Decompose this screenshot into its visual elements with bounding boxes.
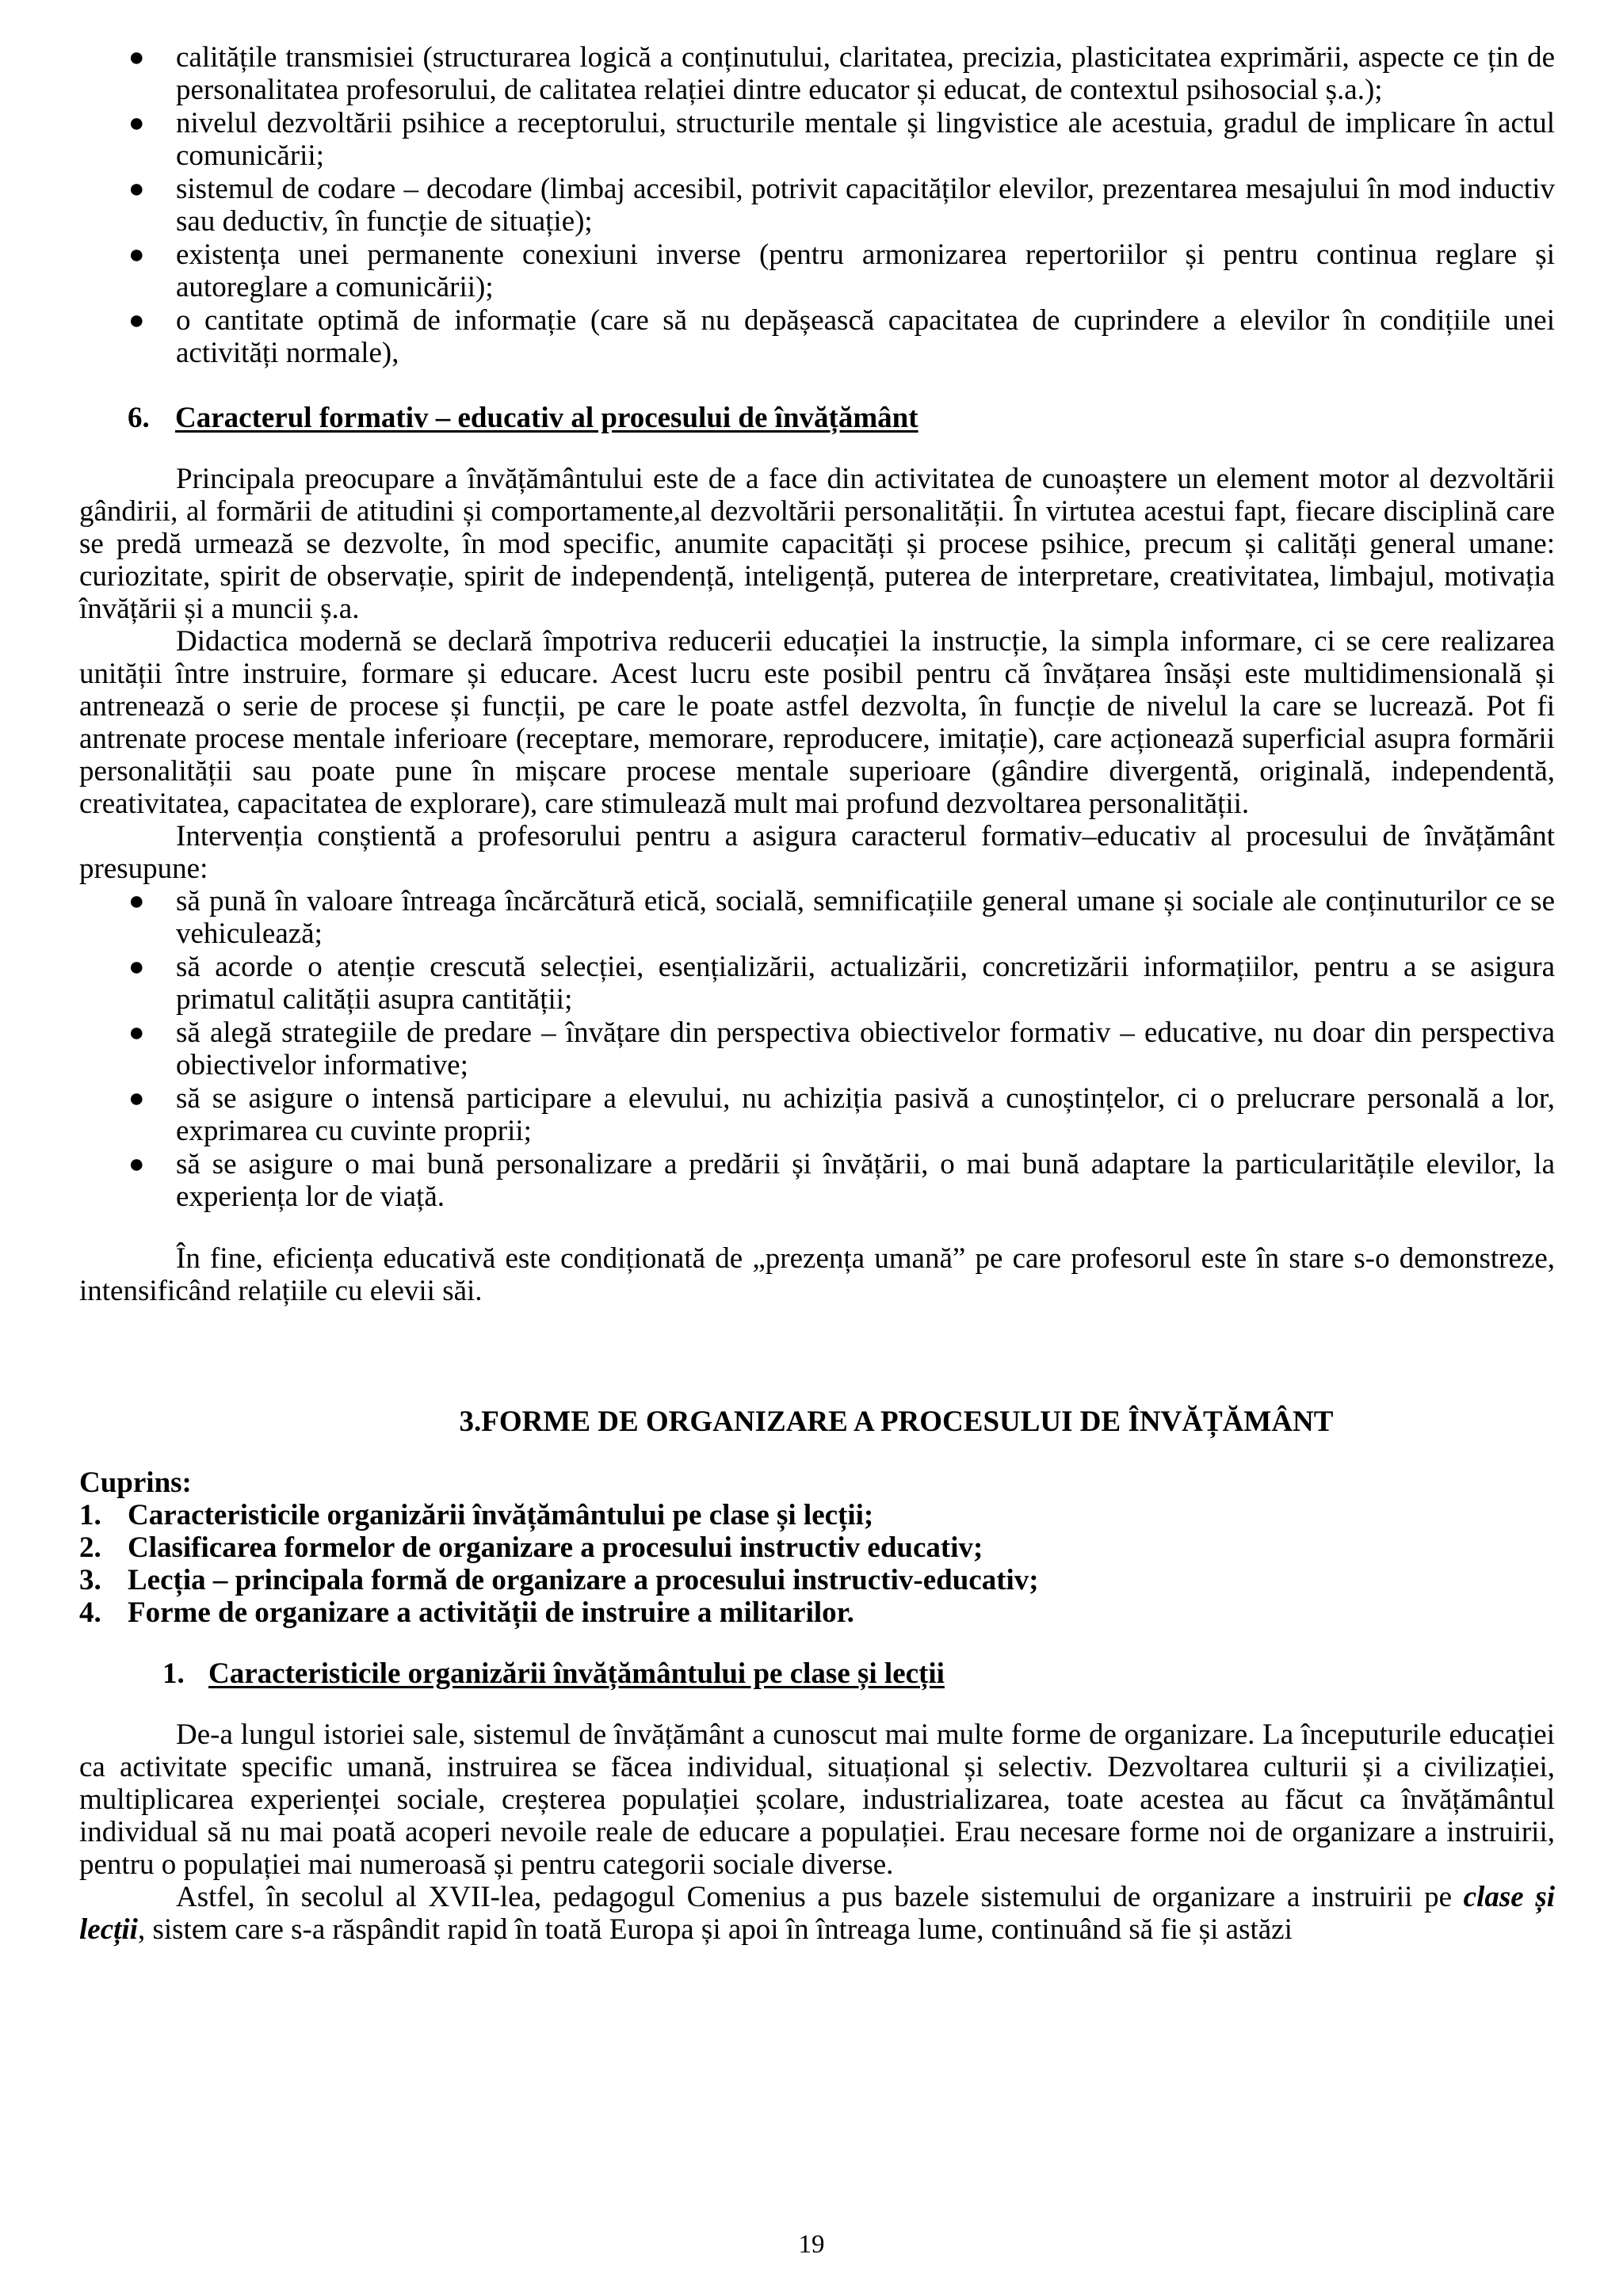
paragraph: Didactica modernă se declară împotriva reducerii educației la instrucție, la simpla informare, ci se cere realizarea unității între instruire, formare și educare. Acest lucru este posibil pentru că învățarea însăși este multidimensională și antrenează o serie de procese și funcții, pe care le poate astfel dezvolta, în funcție de nivelul la care se lucrează. Pot fi antrenate procese mentale inferioare (receptare, memorare, reproducere, imitație), care acționează superficial asupra formării personalității sau poate pune în mișcare procese mentale superioare (gândire divergentă, originală, independentă, creativitatea, capacitatea de explorare), care stimulează mult mai profund dezvoltarea personalității. <box>79 625 1555 820</box>
section-heading-6 <box>79 402 1555 434</box>
list-item: ● să alegă strategiile de predare – învățare din perspectiva obiectivelor formativ – educative, nu doar din perspectiva obiectivelor informative; <box>128 1016 1555 1081</box>
list-item: ● nivelul dezvoltării psihice a receptorului, structurile mentale și lingvistice ale acestuia, gradul de implicare în actul comunicării; <box>128 107 1555 172</box>
list-item: ● calitățile transmisiei (structurarea logică a conținutului, claritatea, precizia, plasticitatea exprimării, aspecte ce țin de personalitatea profesorului, de calitatea relației dintre educator și educat, de contextul psihosocial ș.a.); <box>128 41 1555 106</box>
bullet-icon: ● <box>128 1018 145 1047</box>
paragraph: De-a lungul istoriei sale, sistemul de învățământ a cunoscut mai multe forme de organizare. La începuturile educației ca activitate specific umană, instruirea se făcea individual, situațional și selectiv. Dezvoltarea culturii și a civilizației, multiplicarea experienței sociale, creșterea populației școlare, industrializarea, toate acestea au făcut ca învățământul individual să nu mai poată acoperi nevoile reale de educare a populației. Erau necesare forme noi de organizare a instruirii, pentru o populației mai numeroasă și pentru categorii sociale diverse. <box>79 1718 1555 1881</box>
bullet-icon: ● <box>128 174 145 204</box>
list-item: ● o cantitate optimă de informație (care să nu depășească capacitatea de cuprindere a elevilor în condițiile unei activități normale), <box>128 304 1555 369</box>
list-item: ● să se asigure o mai bună personalizare a predării și învățării, o mai bună adaptare la particularitățile elevilor, la experiența lor de viață. <box>128 1148 1555 1213</box>
list-item: ● să pună în valoare întreaga încărcătură etică, socială, semnificațiile general umane și sociale ale conținuturilor ce se vehiculează; <box>128 885 1555 950</box>
paragraph: Principala preocupare a învățământului este de a face din activitatea de cunoaștere un element motor al dezvoltării gândirii, al formării de atitudini și comportamente,al dezvoltării personalității. În virtutea acestui fapt, fiecare disciplină care se predă urmează se dezvolte, în mod specific, anumite capacități și procese psihice, precum și calități general umane: curiozitate, spirit de observație, spirit de independență, inteligență, puterea de interpretare, creativitatea, limbajul, motivația învățării și a muncii ș.a. <box>79 463 1555 625</box>
page-number: 19 <box>798 2230 825 2259</box>
contents-list <box>79 1499 1555 1629</box>
contents-item: 1. Caracteristicile organizării învățământului pe clase și lecții; <box>79 1499 874 1531</box>
list-item: ● sistemul de codare – decodare (limbaj accesibil, potrivit capacităților elevilor, prezentarea mesajului în mod inductiv sau deductiv, în funcție de situație); <box>128 173 1555 238</box>
contents-item: 3. Lecția – principala formă de organizare a procesului instructiv-educativ; <box>79 1564 1039 1596</box>
bullet-icon: ● <box>128 887 145 916</box>
emphasis-text: clase și lecții <box>79 1881 1556 1946</box>
paragraph: Astfel, în secolul al XVII-lea, pedagogul Comenius a pus bazele sistemului de organizare a instruirii pe clase și lecții, sistem care s-a răspândit rapid în toată Europa și apoi în întreaga lume, continuând să fie și astăzi <box>79 1881 1556 1946</box>
bullet-icon: ● <box>128 952 145 982</box>
list-item: ● să acorde o atenție crescută selecției, esențializării, actualizării, concretizării informațiilor, pentru a se asigura primatul calității asupra cantității; <box>128 951 1555 1016</box>
subsection-number: 1. <box>162 1657 185 1690</box>
closing-paragraph: În fine, eficiența educativă este condiționată de „prezența umană” pe care profesorul este în stare s-o demonstreze, intensificând relațiile cu elevii săi. <box>79 1242 1555 1307</box>
bullet-icon: ● <box>128 109 145 138</box>
bullet-icon: ● <box>128 240 145 269</box>
bullet-icon: ● <box>128 306 145 335</box>
bullet-icon: ● <box>128 1150 145 1179</box>
top-bullet-list <box>79 41 1555 369</box>
bullet-icon: ● <box>128 43 145 72</box>
section-number: 6. <box>128 402 150 434</box>
chapter-title: 3.FORME DE ORGANIZARE A PROCESULUI DE ÎNVĂȚĂMÂNT <box>459 1405 1334 1438</box>
contents-item: 2. Clasificarea formelor de organizare a procesului instructiv educativ; <box>79 1531 983 1564</box>
bullet-icon: ● <box>128 1084 145 1113</box>
list-item: ● să se asigure o intensă participare a elevului, nu achiziția pasivă a cunoștințelor, ci o prelucrare personală a lor, exprimarea cu cuvinte proprii; <box>128 1082 1555 1147</box>
document-page <box>79 41 1555 1946</box>
section-title: Caracterul formativ – educativ al procesului de învățământ <box>175 402 918 434</box>
contents-item: 4. Forme de organizare a activității de instruire a militarilor. <box>79 1596 854 1629</box>
subsection-title: Caracteristicile organizării învățământului pe clase și lecții <box>208 1657 945 1690</box>
paragraph: Intervenția conștientă a profesorului pentru a asigura caracterul formativ–educativ al procesului de învățământ presupune: <box>79 820 1555 885</box>
subsection-heading-1 <box>79 1657 1555 1690</box>
contents-label: Cuprins: <box>79 1466 192 1499</box>
list-item: ● existența unei permanente conexiuni inverse (pentru armonizarea repertoriilor și pentru continua reglare și autoreglare a comunicării); <box>128 238 1555 303</box>
section6-bullet-list <box>79 885 1555 1213</box>
